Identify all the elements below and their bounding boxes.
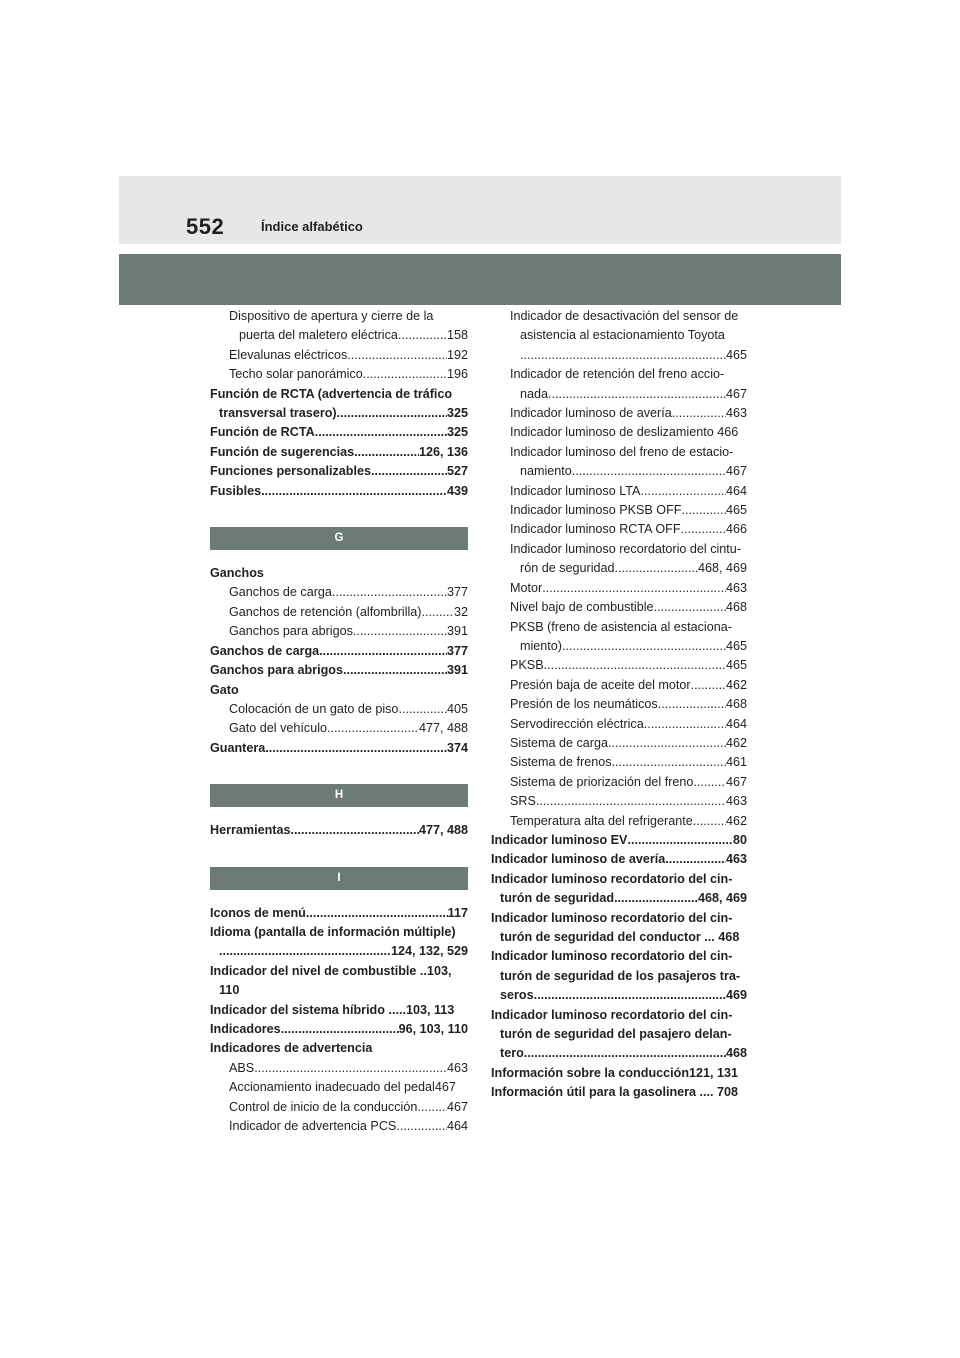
section-band <box>119 254 841 305</box>
index-entry: Indicador luminoso de avería ..... 463 <box>491 850 747 869</box>
index-entry: Sistema de priorización del freno ..... 467 <box>491 773 747 792</box>
index-entry: nada ..... 467 <box>491 385 747 404</box>
index-entry: Indicador luminoso recordatorio del cintu- <box>510 541 742 556</box>
index-entry: Ganchos para abrigos ..... 391 <box>210 622 468 641</box>
index-entry: ..... 465 <box>491 346 747 365</box>
index-entry: Función de RCTA ..... 325 <box>210 423 468 442</box>
index-entry: turón de seguridad del conductor ... 468 <box>500 930 740 944</box>
index-entry: Gato <box>210 682 239 697</box>
index-entry: Elevalunas eléctricos ..... 192 <box>210 346 468 365</box>
index-entry: Indicador del nivel de combustible ..103, <box>210 963 452 978</box>
index-entry: Indicador de desactivación del sensor de <box>510 309 739 323</box>
index-entry: Indicador luminoso recordatorio del cin- <box>491 1007 733 1022</box>
index-entry: Fusibles ..... 439 <box>210 482 468 501</box>
header-band <box>119 176 841 244</box>
index-entry: Indicador luminoso del freno de estacio- <box>510 444 734 459</box>
index-entry: Información útil para la gasolinera .... 708 <box>491 1085 739 1100</box>
index-entry: Indicador luminoso de avería ..... 463 <box>491 404 747 423</box>
index-entry: Dispositivo de apertura y cierre de la <box>229 309 434 323</box>
index-entry: Ganchos <box>210 566 264 581</box>
index-column-right <box>491 307 747 1103</box>
letter-header-h: H <box>210 784 468 807</box>
index-entry: Presión baja de aceite del motor ..... 462 <box>491 676 747 695</box>
index-entry: namiento ..... 467 <box>491 462 747 481</box>
index-entry: Indicador de advertencia PCS ..... 464 <box>210 1117 468 1136</box>
index-entry: Ganchos de carga ..... 377 <box>210 583 468 602</box>
index-entry: Accionamiento inadecuado del pedal467 <box>229 1080 456 1095</box>
index-entry: Iconos de menú ..... 117 <box>210 904 468 923</box>
index-entry: Función de sugerencias ..... 126, 136 <box>210 443 468 462</box>
index-entry: Idioma (pantalla de información múltiple) <box>210 924 456 939</box>
index-entry: Temperatura alta del refrigerante ..... 462 <box>491 812 747 831</box>
index-entry: Indicador del sistema híbrido .....103, 113 <box>210 1002 455 1017</box>
index-column-left <box>210 307 468 1136</box>
index-entry: puerta del maletero eléctrica ..... 158 <box>210 326 468 345</box>
index-entry: Techo solar panorámico ..... 196 <box>210 365 468 384</box>
index-entry: PKSB ..... 465 <box>491 656 747 675</box>
index-entry: Funciones personalizables ..... 527 <box>210 462 468 481</box>
index-entry: Indicador luminoso recordatorio del cin- <box>491 949 733 964</box>
index-entry: Indicador luminoso RCTA OFF ..... 466 <box>491 520 747 539</box>
index-entry: Herramientas ..... 477, 488 <box>210 821 468 840</box>
index-entry: tero ..... 468 <box>491 1044 747 1063</box>
index-entry: Guantera ..... 374 <box>210 739 468 758</box>
index-entry: Sistema de frenos ..... 461 <box>491 753 747 772</box>
index-entry: Indicadores de advertencia <box>210 1041 373 1056</box>
index-entry: Gato del vehículo ..... 477, 488 <box>210 719 468 738</box>
index-entry: turón de seguridad ..... 468, 469 <box>491 889 747 908</box>
index-entry: asistencia al estacionamiento Toyota <box>520 328 725 343</box>
index-entry: Ganchos de carga ..... 377 <box>210 642 468 661</box>
index-entry: Información sobre la conducción121, 131 <box>491 1065 739 1080</box>
letter-header-g: G <box>210 527 468 550</box>
index-entry: Control de inicio de la conducción ..... 467 <box>210 1098 468 1117</box>
index-entry: Colocación de un gato de piso ..... 405 <box>210 700 468 719</box>
index-entry: Indicador luminoso de deslizamiento 466 <box>510 425 739 440</box>
index-entry: Sistema de carga ..... 462 <box>491 734 747 753</box>
index-entry: rón de seguridad ..... 468, 469 <box>491 559 747 578</box>
letter-header-i: I <box>210 867 468 890</box>
index-entry: turón de seguridad de los pasajeros tra- <box>500 968 741 983</box>
index-entry: Ganchos para abrigos ..... 391 <box>210 661 468 680</box>
index-entry: Motor ..... 463 <box>491 579 747 598</box>
section-title: Índice alfabético <box>261 219 363 234</box>
index-entry: Indicadores ..... 96, 103, 110 <box>210 1020 468 1039</box>
index-entry: seros ..... 469 <box>491 986 747 1005</box>
index-entry: Indicador luminoso EV ..... 80 <box>491 831 747 850</box>
index-entry: Indicador luminoso recordatorio del cin- <box>491 871 733 886</box>
index-entry: Servodirección eléctrica ..... 464 <box>491 715 747 734</box>
index-entry: ..... 124, 132, 529 <box>210 942 468 961</box>
index-entry: Función de RCTA (advertencia de tráfico <box>210 386 453 401</box>
index-entry: Indicador luminoso PKSB OFF ..... 465 <box>491 501 747 520</box>
index-entry: SRS ..... 463 <box>491 792 747 811</box>
index-entry: turón de seguridad del pasajero delan- <box>500 1027 732 1042</box>
index-entry: Indicador de retención del freno accio- <box>510 367 725 382</box>
index-entry: Ganchos de retención (alfombrilla) ..... 32 <box>210 603 468 622</box>
index-entry: 110 <box>219 983 240 998</box>
index-entry: miento) ..... 465 <box>491 637 747 656</box>
index-entry: Nivel bajo de combustible ..... 468 <box>491 598 747 617</box>
page-number: 552 <box>186 214 225 239</box>
index-entry: PKSB (freno de asistencia al estaciona- <box>510 619 732 634</box>
index-entry: Indicador luminoso recordatorio del cin- <box>491 910 733 925</box>
index-entry: transversal trasero) ..... 325 <box>210 404 468 423</box>
index-entry: ABS ..... 463 <box>210 1059 468 1078</box>
index-entry: Indicador luminoso LTA ..... 464 <box>491 482 747 501</box>
index-entry: Presión de los neumáticos ..... 468 <box>491 695 747 714</box>
